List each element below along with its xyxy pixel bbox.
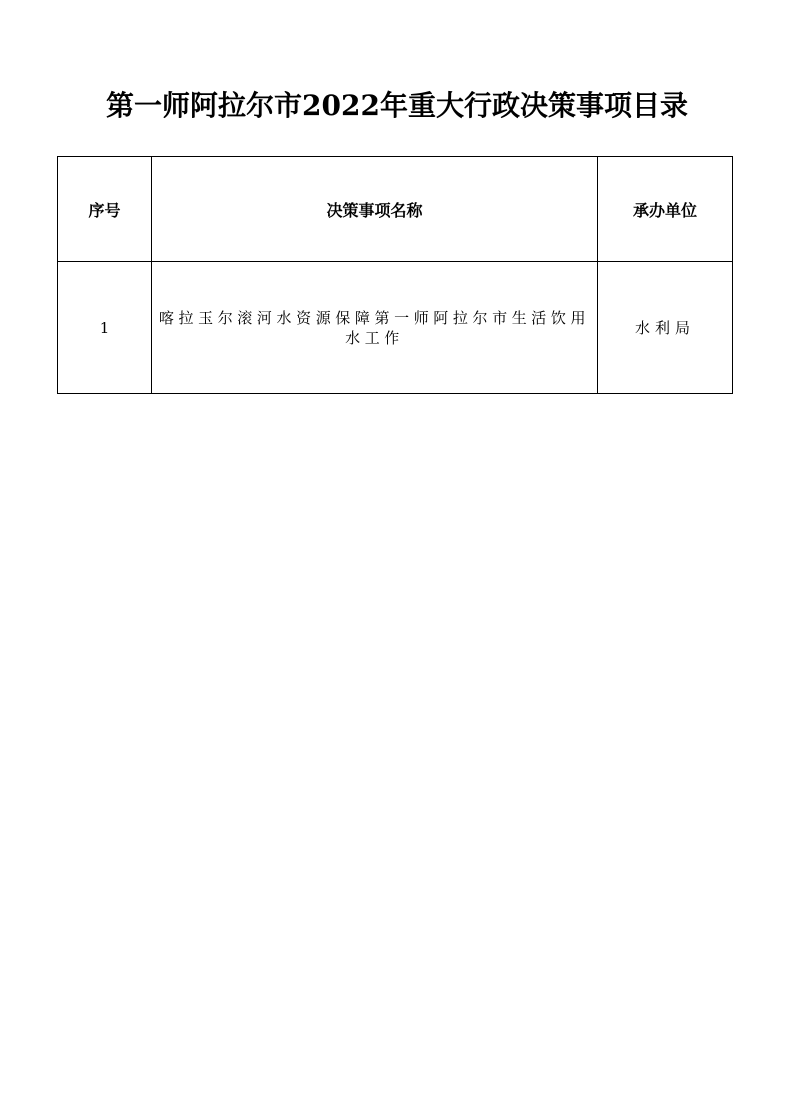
row-index: 1 xyxy=(58,262,152,394)
row-decision-name: 喀拉玉尔滚河水资源保障第一师阿拉尔市生活饮用水工作 xyxy=(152,262,598,394)
table-row xyxy=(58,262,733,394)
table-header-row xyxy=(58,157,733,262)
header-decision-name: 决策事项名称 xyxy=(152,157,598,262)
decision-catalog-table xyxy=(57,156,733,394)
row-responsible-unit: 水利局 xyxy=(598,262,733,394)
page-title: 第一师阿拉尔市2022年重大行政决策事项目录 xyxy=(106,89,688,122)
header-index: 序号 xyxy=(58,157,152,262)
header-responsible-unit: 承办单位 xyxy=(598,157,733,262)
